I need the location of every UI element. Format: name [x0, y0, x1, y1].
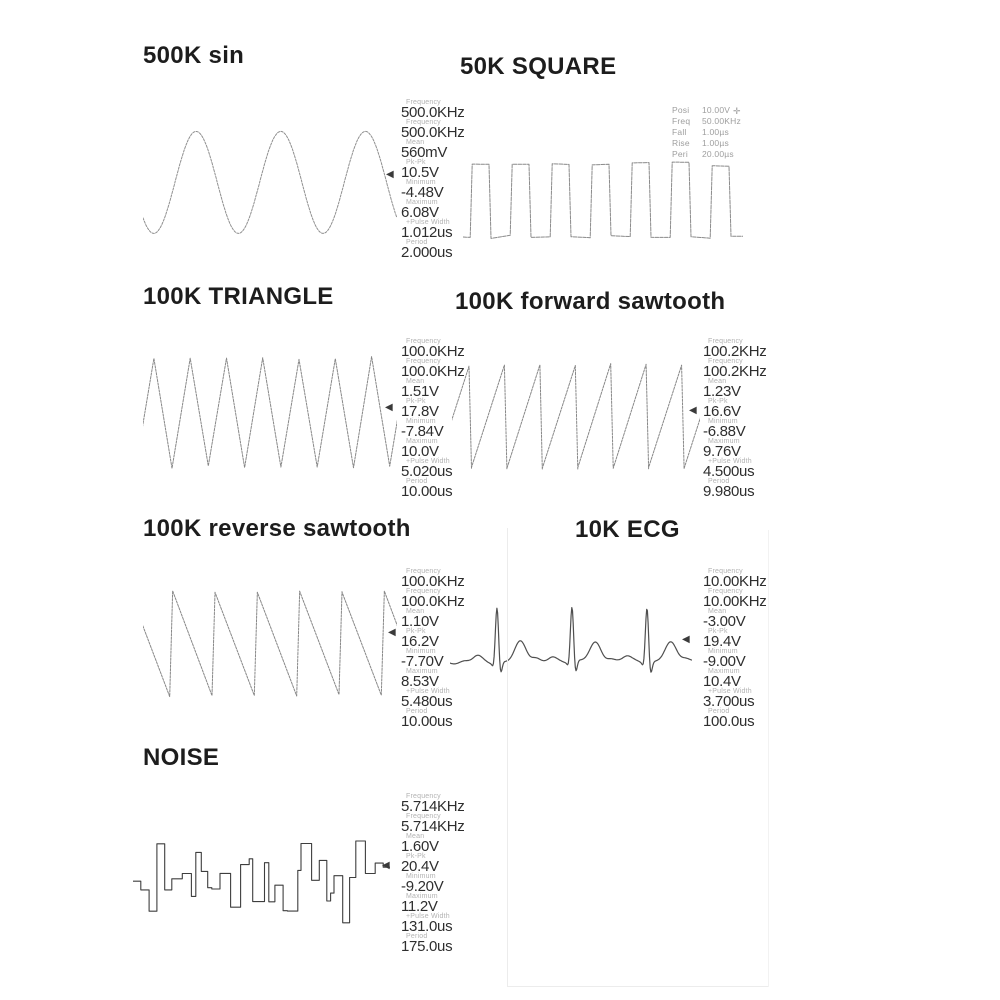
readout-label: Mean — [406, 833, 425, 840]
readout-row — [700, 588, 778, 608]
readout-value: 100.0KHz — [401, 343, 465, 360]
readout-value: 10.00KHz — [703, 573, 767, 590]
readout-row — [398, 418, 476, 438]
readout-label: Mean — [406, 378, 425, 385]
readout-value: 50.00KHz — [702, 116, 741, 126]
readout-label: Maximum — [406, 668, 438, 675]
readout-value: 100.0KHz — [401, 593, 465, 610]
readout-square — [672, 105, 758, 160]
readout-label: Minimum — [406, 648, 436, 655]
readout-label: +Pulse Width — [406, 688, 450, 695]
readout-value: 560mV — [401, 144, 448, 161]
readout-row — [398, 813, 476, 833]
readout-label: Maximum — [708, 668, 740, 675]
readout-label: Period — [708, 708, 730, 715]
readout-value: 10.0V — [401, 443, 439, 460]
readout-value: 1.10V — [401, 613, 439, 630]
readout-value: 175.0us — [401, 938, 453, 955]
readout-value: 10.00us — [401, 483, 453, 500]
ecg-waveform — [450, 600, 692, 680]
readout-label: Mean — [406, 139, 425, 146]
readout-label: Pk-Pk — [406, 398, 426, 405]
readout-label: +Pulse Width — [708, 458, 752, 465]
readout-row — [700, 418, 778, 438]
readout-label: +Pulse Width — [708, 688, 752, 695]
readout-row — [398, 648, 476, 668]
trigger-marker-icon: ◀ — [388, 627, 396, 638]
trigger-marker-icon: ◀ — [682, 634, 690, 645]
readout-row — [398, 893, 476, 913]
readout-value: -3.00V — [703, 613, 746, 630]
readout-row — [398, 159, 476, 179]
readout-label: Period — [406, 478, 428, 485]
readout-row — [398, 608, 476, 628]
trigger-marker-icon: ◀ — [386, 169, 394, 180]
readout-label: Frequency — [708, 568, 743, 575]
readout-row — [398, 688, 476, 708]
readout-label: Maximum — [406, 199, 438, 206]
readout-row — [700, 438, 778, 458]
readout-row — [398, 338, 476, 358]
readout-row — [398, 398, 476, 418]
readout-row — [700, 398, 778, 418]
readout-value: 10.00V — [702, 105, 731, 115]
readout-label: Period — [406, 239, 428, 246]
forward-sawtooth-waveform — [452, 358, 700, 472]
readout-label: Peri — [672, 149, 688, 159]
readout-row — [700, 668, 778, 688]
readout-label: Frequency — [406, 358, 441, 365]
readout-value: 100.0KHz — [401, 573, 465, 590]
panel-title-ecg: 10K ECG — [575, 516, 680, 543]
readout-label: Fall — [672, 127, 687, 137]
readout-value: 3.700us — [703, 693, 755, 710]
readout-row — [700, 458, 778, 478]
readout-label: Mean — [708, 378, 727, 385]
readout-label: Minimum — [406, 179, 436, 186]
readout-row — [700, 628, 778, 648]
readout-label: Pk-Pk — [406, 628, 426, 635]
readout-triangle — [398, 338, 476, 498]
readout-row — [672, 116, 758, 127]
readout-row — [700, 378, 778, 398]
readout-label: Frequency — [406, 568, 441, 575]
readout-value: -6.88V — [703, 423, 746, 440]
scan-edge-right — [768, 530, 769, 987]
square-waveform — [463, 150, 743, 250]
readout-row — [700, 688, 778, 708]
readout-value: -7.84V — [401, 423, 444, 440]
readout-row — [398, 139, 476, 159]
readout-row — [398, 458, 476, 478]
trigger-marker-icon: ◀ — [689, 405, 697, 416]
readout-value: 16.6V — [703, 403, 741, 420]
readout-sin — [398, 99, 476, 259]
readout-row — [398, 668, 476, 688]
readout-row — [398, 119, 476, 139]
readout-label: Minimum — [406, 418, 436, 425]
readout-row — [700, 338, 778, 358]
readout-row — [398, 933, 476, 953]
readout-row — [398, 199, 476, 219]
readout-value: 1.23V — [703, 383, 741, 400]
readout-label: Period — [406, 933, 428, 940]
readout-fwd-sawtooth — [700, 338, 778, 498]
readout-value: 131.0us — [401, 918, 453, 935]
readout-row — [398, 99, 476, 119]
readout-label: +Pulse Width — [406, 458, 450, 465]
readout-value: 17.8V — [401, 403, 439, 420]
readout-row — [700, 608, 778, 628]
readout-label: Mean — [708, 608, 727, 615]
readout-value: -9.00V — [703, 653, 746, 670]
readout-row — [398, 378, 476, 398]
readout-value: 5.714KHz — [401, 818, 465, 835]
scan-edge-vertical — [507, 528, 508, 987]
panel-title-square: 50K SQUARE — [460, 53, 617, 80]
readout-label: Pk-Pk — [406, 853, 426, 860]
readout-value: 1.00µs — [702, 138, 729, 148]
readout-label: Frequency — [708, 588, 743, 595]
readout-value: -7.70V — [401, 653, 444, 670]
readout-value: 5.480us — [401, 693, 453, 710]
readout-row — [398, 833, 476, 853]
triangle-waveform — [143, 352, 397, 472]
readout-value: 11.2V — [401, 898, 438, 915]
readout-label: Rise — [672, 138, 690, 148]
readout-row — [398, 793, 476, 813]
readout-label: Minimum — [708, 418, 738, 425]
readout-row — [672, 149, 758, 160]
readout-row — [398, 179, 476, 199]
readout-row — [700, 708, 778, 728]
noise-waveform — [133, 833, 390, 928]
readout-value: 500.0KHz — [401, 124, 465, 141]
panel-title-fwd-sawtooth: 100K forward sawtooth — [455, 288, 726, 315]
readout-row — [398, 628, 476, 648]
readout-row — [672, 127, 758, 138]
readout-label: Frequency — [406, 99, 441, 106]
readout-value: 5.714KHz — [401, 798, 465, 815]
readout-label: Frequency — [708, 358, 743, 365]
readout-label: Minimum — [708, 648, 738, 655]
readout-value: 10.00KHz — [703, 593, 767, 610]
readout-row — [398, 358, 476, 378]
readout-value: 1.00µs — [702, 127, 729, 137]
readout-label: Maximum — [406, 438, 438, 445]
readout-row — [398, 478, 476, 498]
readout-label: Frequency — [406, 793, 441, 800]
readout-label: Maximum — [708, 438, 740, 445]
readout-row — [672, 138, 758, 149]
readout-row — [700, 358, 778, 378]
readout-value: 1.60V — [401, 838, 439, 855]
panel-title-rev-sawtooth: 100K reverse sawtooth — [143, 515, 411, 542]
sine-waveform — [143, 120, 397, 240]
readout-value: 100.0KHz — [401, 363, 465, 380]
readout-label: Frequency — [406, 588, 441, 595]
readout-value: 10.5V — [401, 164, 439, 181]
trigger-marker-icon: ◀ — [385, 402, 393, 413]
cursor-cross-icon: ✛ — [733, 106, 741, 116]
readout-label: Pk-Pk — [708, 628, 728, 635]
readout-row — [672, 105, 758, 116]
readout-value: 6.08V — [401, 204, 439, 221]
readout-value: 2.000us — [401, 244, 453, 261]
readout-row — [700, 478, 778, 498]
readout-label: Frequency — [708, 338, 743, 345]
readout-value: 100.2KHz — [703, 363, 767, 380]
readout-row — [398, 239, 476, 259]
readout-label: Frequency — [406, 338, 441, 345]
readout-value: 100.2KHz — [703, 343, 767, 360]
panel-title-sin: 500K sin — [143, 42, 245, 69]
trigger-marker-icon: ◀ — [382, 860, 390, 871]
panel-title-noise: NOISE — [143, 744, 220, 771]
readout-row — [398, 853, 476, 873]
readout-value: 10.4V — [703, 673, 741, 690]
readout-rev-sawtooth — [398, 568, 476, 728]
readout-row — [398, 588, 476, 608]
readout-value: 8.53V — [401, 673, 439, 690]
readout-value: 20.4V — [401, 858, 439, 875]
panel-title-triangle: 100K TRIANGLE — [143, 283, 334, 310]
readout-value: 16.2V — [401, 633, 439, 650]
readout-noise — [398, 793, 476, 953]
readout-label: +Pulse Width — [406, 219, 450, 226]
reverse-sawtooth-waveform — [143, 588, 397, 700]
readout-value: 19.4V — [703, 633, 741, 650]
readout-value: -4.48V — [401, 184, 444, 201]
readout-label: Period — [708, 478, 730, 485]
readout-row — [398, 913, 476, 933]
scan-edge-horizontal — [507, 986, 769, 987]
readout-value: 9.980us — [703, 483, 755, 500]
readout-value: 9.76V — [703, 443, 741, 460]
readout-value: -9.20V — [401, 878, 444, 895]
readout-ecg — [700, 568, 778, 728]
readout-row — [398, 568, 476, 588]
readout-row — [398, 219, 476, 239]
readout-value: 1.012us — [401, 224, 453, 241]
readout-label: +Pulse Width — [406, 913, 450, 920]
readout-label: Maximum — [406, 893, 438, 900]
readout-value: 4.500us — [703, 463, 755, 480]
readout-value: 20.00µs — [702, 149, 734, 159]
readout-value: 1.51V — [401, 383, 439, 400]
readout-label: Freq — [672, 116, 691, 126]
readout-label: Pk-Pk — [406, 159, 426, 166]
readout-row — [398, 873, 476, 893]
readout-label: Pk-Pk — [708, 398, 728, 405]
readout-value: 100.0us — [703, 713, 755, 730]
readout-row — [700, 568, 778, 588]
readout-value: 500.0KHz — [401, 104, 465, 121]
readout-row — [700, 648, 778, 668]
readout-label: Frequency — [406, 119, 441, 126]
readout-label: Frequency — [406, 813, 441, 820]
readout-value: 5.020us — [401, 463, 453, 480]
readout-row — [398, 438, 476, 458]
readout-label: Posi — [672, 105, 690, 115]
readout-label: Period — [406, 708, 428, 715]
readout-label: Mean — [406, 608, 425, 615]
readout-row — [398, 708, 476, 728]
readout-value: 10.00us — [401, 713, 453, 730]
readout-label: Minimum — [406, 873, 436, 880]
